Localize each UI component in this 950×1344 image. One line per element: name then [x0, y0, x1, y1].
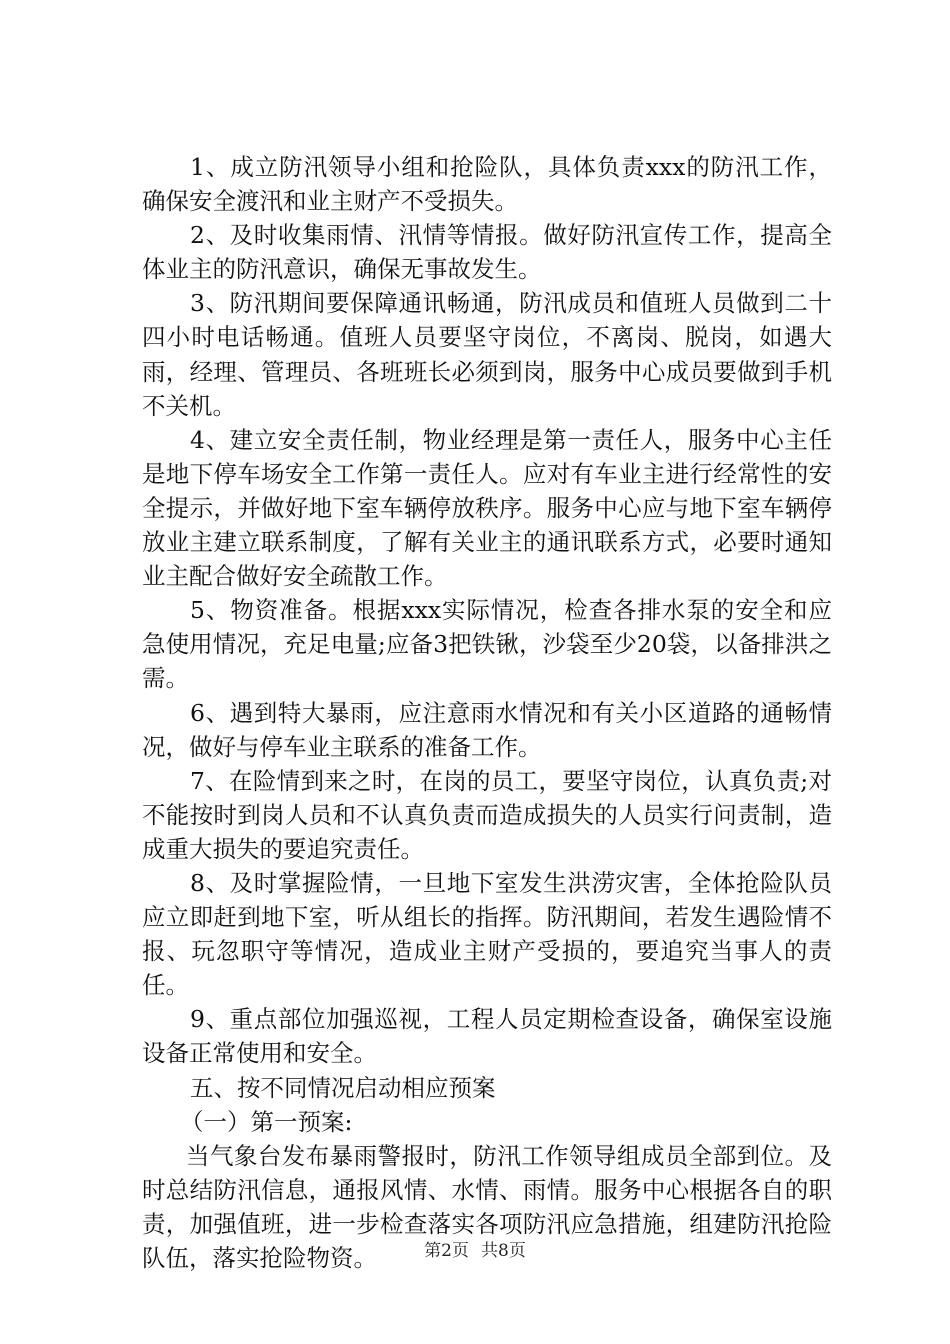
page-footer: [0, 1240, 950, 1262]
subsection-heading: （一）第一预案:: [180, 1107, 353, 1136]
document-body: [142, 150, 832, 1275]
paragraph-item-6: 6、遇到特大暴雨，应注意雨水情况和有关小区道路的通畅情况，做好与停车业主联系的准备工作。: [142, 698, 832, 761]
paragraph-item-8: 8、及时掌握险情，一旦地下室发生洪涝灾害，全体抢险队员应立即赶到地下室，听从组长的指挥。防汛期间，若发生遇险情不报、玩忽职守等情况，造成业主财产受损的，要追究当事人的责任。: [142, 868, 832, 1000]
section-heading: 五、按不同情况启动相应预案: [190, 1073, 496, 1102]
paragraph-item-4: 4、建立安全责任制，物业经理是第一责任人，服务中心主任是地下停车场安全工作第一责任人。应对有车业主进行经常性的安全提示，并做好地下室车辆停放秩序。服务中心应与地下室车辆停放业主建立联系制度，了解有关业主的通讯联系方式，必要时通知业主配合做好安全疏散工作。: [142, 425, 832, 591]
plan-paragraph: 当气象台发布暴雨警报时，防汛工作领导组成员全部到位。及时总结防汛信息，通报风情、水情、雨情。服务中心根据各自的职责，加强值班，进一步检查落实各项防汛应急措施，组建防汛抢险队伍，落实抢险物资。: [142, 1141, 832, 1272]
page-total: 共8页: [481, 1241, 526, 1261]
page-number: 第2页: [424, 1241, 469, 1261]
paragraph-item-9: 9、重点部位加强巡视，工程人员定期检查设备，确保室设施设备正常使用和安全。: [142, 1005, 832, 1068]
paragraph-item-5: 5、物资准备。根据xxx实际情况，检查各排水泵的安全和应急使用情况，充足电量;应备3把铁锹，沙袋至少20袋，以备排洪之需。: [142, 596, 832, 693]
paragraph-item-1: 1、成立防汛领导小组和抢险队，具体负责xxx的防汛工作，确保安全渡汛和业主财产不受损失。: [142, 153, 832, 216]
paragraph-item-2: 2、及时收集雨情、汛情等情报。做好防汛宣传工作，提高全体业主的防汛意识，确保无事故发生。: [142, 221, 832, 284]
paragraph-item-3: 3、防汛期间要保障通讯畅通，防汛成员和值班人员做到二十四小时电话畅通。值班人员要坚守岗位，不离岗、脱岗，如遇大雨，经理、管理员、各班班长必须到岗，服务中心成员要做到手机不关机。: [142, 289, 832, 420]
paragraph-item-7: 7、在险情到来之时，在岗的员工，要坚守岗位，认真负责;对不能按时到岗人员和不认真负责而造成损失的人员实行问责制，造成重大损失的要追究责任。: [142, 766, 832, 863]
